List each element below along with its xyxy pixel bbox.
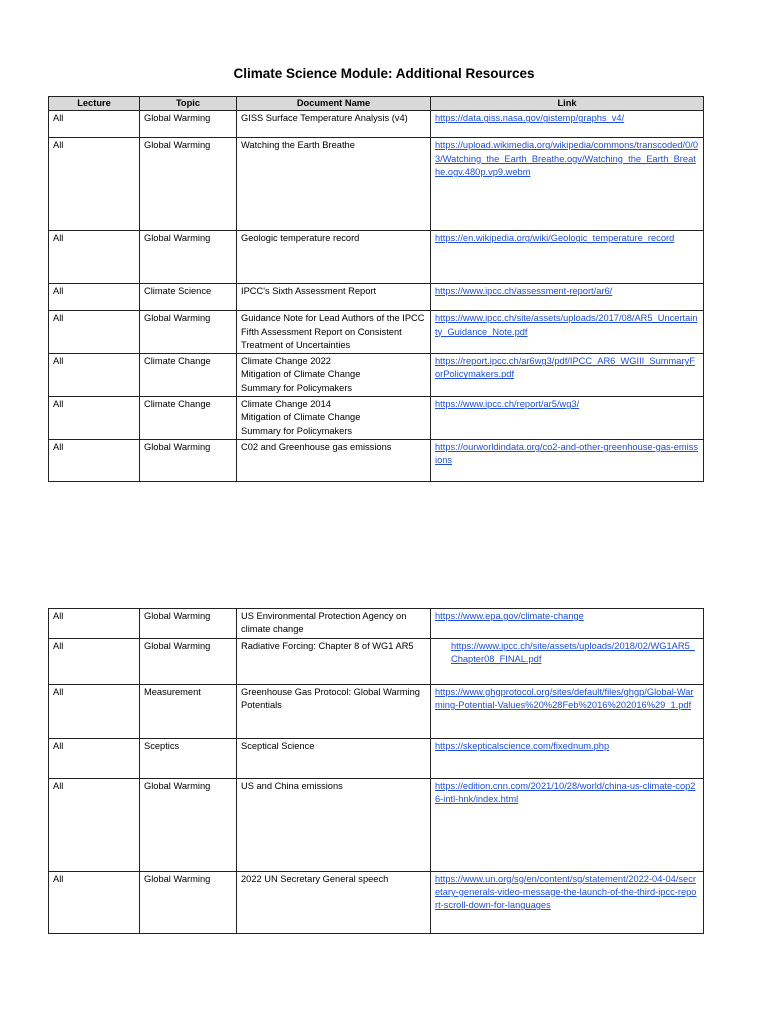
lecture-cell: All <box>49 638 140 684</box>
resource-link[interactable]: https://www.ipcc.ch/report/ar5/wg3/ <box>435 399 580 410</box>
resource-link[interactable]: https://edition.cnn.com/2021/10/28/world/china-us-climate-cop26-intl-hnk/index.html <box>435 780 696 804</box>
topic-cell: Climate Change <box>140 397 237 440</box>
document-cell: US and China emissions <box>237 778 431 871</box>
lecture-cell: All <box>49 609 140 639</box>
link-cell <box>431 609 704 639</box>
resource-link[interactable]: https://www.ipcc.ch/site/assets/uploads/2018/02/WG1AR5_Chapter08_FINAL.pdf <box>451 640 695 664</box>
lecture-cell: All <box>49 138 140 231</box>
header-lecture: Lecture <box>49 97 140 111</box>
table-row <box>49 609 704 639</box>
lecture-cell: All <box>49 738 140 778</box>
link-cell <box>431 684 704 738</box>
topic-cell: Sceptics <box>140 738 237 778</box>
resource-link[interactable]: https://www.ghgprotocol.org/sites/default/files/ghgp/Global-Warming-Potential-Values%20%28Feb%2016%202016%29_1.pdf <box>435 686 694 710</box>
table-row <box>49 684 704 738</box>
table-row <box>49 439 704 481</box>
document-cell: C02 and Greenhouse gas emissions <box>237 439 431 481</box>
table-row <box>49 138 704 231</box>
lecture-cell: All <box>49 871 140 933</box>
lecture-cell: All <box>49 778 140 871</box>
lecture-cell: All <box>49 311 140 354</box>
resource-link[interactable]: https://report.ipcc.ch/ar6wg3/pdf/IPCC_AR6_WGIII_SummaryForPolicymakers.pdf <box>435 356 695 380</box>
resource-link[interactable]: https://ourworldindata.org/co2-and-other-greenhouse-gas-emissions <box>435 441 699 466</box>
table-row <box>49 284 704 311</box>
document-cell: 2022 UN Secretary General speech <box>237 871 431 933</box>
link-cell <box>431 397 704 440</box>
document-cell: Watching the Earth Breathe <box>237 138 431 231</box>
page-title: Climate Science Module: Additional Resources <box>233 66 535 81</box>
document-cell: Climate Change 2014 Mitigation of Climate Change Summary for Policymakers <box>237 397 431 440</box>
topic-cell: Global Warming <box>140 138 237 231</box>
resource-link[interactable]: https://www.ipcc.ch/site/assets/uploads/2017/08/AR5_Uncertainty_Guidance_Note.pdf <box>435 313 698 337</box>
link-cell <box>431 231 704 284</box>
topic-cell: Global Warming <box>140 111 237 138</box>
document-cell: US Environmental Protection Agency on climate change <box>237 609 431 639</box>
topic-cell: Climate Change <box>140 354 237 397</box>
document-cell: GISS Surface Temperature Analysis (v4) <box>237 111 431 138</box>
document-cell: Sceptical Science <box>237 738 431 778</box>
topic-cell: Global Warming <box>140 871 237 933</box>
document-cell: Greenhouse Gas Protocol: Global Warming Potentials <box>237 684 431 738</box>
topic-cell: Climate Science <box>140 284 237 311</box>
resource-link[interactable]: https://skepticalscience.com/fixednum.php <box>435 740 610 751</box>
resource-link[interactable]: https://www.un.org/sg/en/content/sg/statement/2022-04-04/secretary-generals-video-message-the-launch-of-the-third-ipcc-report-scroll-down-for-languages <box>435 873 697 911</box>
document-cell: Guidance Note for Lead Authors of the IPCC Fifth Assessment Report on Consistent Treatment of Uncertainties <box>237 311 431 354</box>
link-cell <box>431 284 704 311</box>
document-cell: Radiative Forcing: Chapter 8 of WG1 AR5 <box>237 638 431 684</box>
link-cell <box>431 138 704 231</box>
topic-cell: Global Warming <box>140 778 237 871</box>
link-cell <box>431 638 704 684</box>
document-cell: Climate Change 2022 Mitigation of Climate Change Summary for Policymakers <box>237 354 431 397</box>
resources-table-1 <box>48 96 704 482</box>
table-row <box>49 397 704 440</box>
lecture-cell: All <box>49 397 140 440</box>
table-row <box>49 738 704 778</box>
resource-link[interactable]: https://data.giss.nasa.gov/gistemp/graphs_v4/ <box>435 113 625 124</box>
lecture-cell: All <box>49 111 140 138</box>
table-row <box>49 311 704 354</box>
table-header-row <box>49 97 704 111</box>
table-row <box>49 231 704 284</box>
link-cell <box>431 354 704 397</box>
lecture-cell: All <box>49 231 140 284</box>
lecture-cell: All <box>49 684 140 738</box>
resources-table-2 <box>48 608 704 934</box>
document-cell: Geologic temperature record <box>237 231 431 284</box>
table-row <box>49 871 704 933</box>
lecture-cell: All <box>49 284 140 311</box>
link-cell <box>431 311 704 354</box>
link-cell <box>431 111 704 138</box>
topic-cell: Global Warming <box>140 609 237 639</box>
topic-cell: Global Warming <box>140 638 237 684</box>
table-row <box>49 354 704 397</box>
table-row <box>49 638 704 684</box>
resource-link[interactable]: https://en.wikipedia.org/wiki/Geologic_temperature_record <box>435 233 675 244</box>
document-cell: IPCC's Sixth Assessment Report <box>237 284 431 311</box>
table-row <box>49 111 704 138</box>
link-cell <box>431 778 704 871</box>
lecture-cell: All <box>49 354 140 397</box>
lecture-cell: All <box>49 439 140 481</box>
header-link: Link <box>431 97 704 111</box>
header-document-name: Document Name <box>237 97 431 111</box>
link-cell <box>431 738 704 778</box>
resource-link[interactable]: https://upload.wikimedia.org/wikipedia/commons/transcoded/0/03/Watching_the_Earth_Breathe.ogv/Watching_the_Earth_Breathe.ogv.480p.vp9.webm <box>435 140 699 177</box>
link-cell <box>431 871 704 933</box>
header-topic: Topic <box>140 97 237 111</box>
topic-cell: Measurement <box>140 684 237 738</box>
topic-cell: Global Warming <box>140 439 237 481</box>
resource-link[interactable]: https://www.epa.gov/climate-change <box>435 611 584 621</box>
topic-cell: Global Warming <box>140 231 237 284</box>
table-row <box>49 778 704 871</box>
topic-cell: Global Warming <box>140 311 237 354</box>
link-cell <box>431 439 704 481</box>
resource-link[interactable]: https://www.ipcc.ch/assessment-report/ar6/ <box>435 286 613 297</box>
